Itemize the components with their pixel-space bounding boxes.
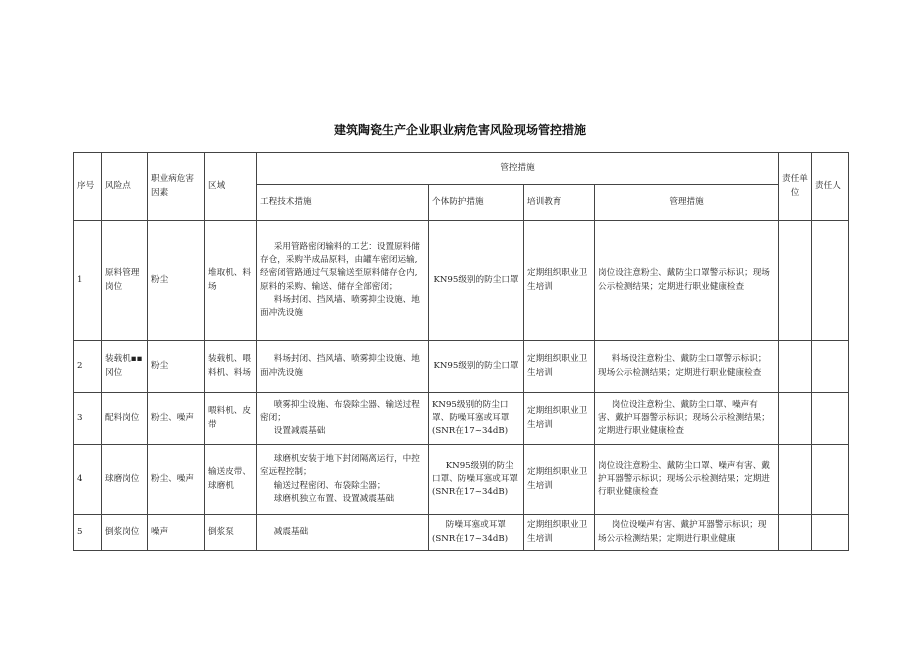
header-risk-point: 风险点 — [102, 153, 148, 221]
row-resp-person — [812, 341, 849, 393]
header-resp-person: 责任人 — [812, 153, 849, 221]
engineering-text: 球磨机独立布置、设置减震基础 — [273, 493, 395, 504]
engineering-text: 料场封闭、挡风墙、喷雾抑尘设施、地面冲洗设施 — [260, 354, 420, 378]
row-management: 料场设注意粉尘、戴防尘口罩警示标识；现场公示检测结果；定期进行职业健康检查 — [595, 341, 779, 393]
row-ppe: KN95级别的防尘口罩、防噪耳塞或耳罩(SNR在17~34dB) — [429, 393, 524, 445]
engineering-text: 球磨机安装于地下封闭隔离运行，中控室远程控制； — [260, 453, 420, 478]
row-risk-point: 原料管理岗位 — [102, 221, 148, 341]
engineering-text: 料场封闭、挡风墙、喷雾抑尘设施、地面冲洗设施 — [260, 294, 420, 319]
table-row — [74, 341, 849, 393]
row-resp-unit — [779, 515, 812, 551]
row-resp-unit — [779, 341, 812, 393]
table-row — [74, 393, 849, 445]
row-no: 1 — [74, 221, 102, 341]
header-row — [74, 153, 849, 185]
row-area: 输送皮带、球磨机 — [205, 445, 257, 515]
row-resp-person — [812, 221, 849, 341]
header-engineering: 工程技术措施 — [257, 185, 429, 221]
row-risk-point: 球磨岗位 — [102, 445, 148, 515]
row-no: 4 — [74, 445, 102, 515]
row-training: 定期组织职业卫生培训 — [524, 445, 595, 515]
row-no: 3 — [74, 393, 102, 445]
row-engineering — [257, 445, 429, 515]
engineering-text: 设置减震基础 — [273, 426, 326, 437]
row-ppe: 防噪耳塞或耳罩(SNR在17~34dB) — [429, 515, 524, 551]
row-hazard: 粉尘 — [148, 221, 205, 341]
row-no: 5 — [74, 515, 102, 551]
row-area: 喂料机、皮带 — [205, 393, 257, 445]
row-no: 2 — [74, 341, 102, 393]
row-risk-point: 倒浆岗位 — [102, 515, 148, 551]
row-training: 定期组织职业卫生培训 — [524, 221, 595, 341]
row-management: 岗位设注意粉尘、戴防尘口罩、噪声有害、戴护耳器警示标识；现场公示检测结果；定期进行职业健康检查 — [595, 393, 779, 445]
row-hazard: 噪声 — [148, 515, 205, 551]
table-row — [74, 515, 849, 551]
row-management: 岗位设噪声有害、戴护耳器警示标识；现场公示检测结果；定期进行职业健康 — [595, 515, 779, 551]
row-training: 定期组织职业卫生培训 — [524, 393, 595, 445]
page-title: 建筑陶瓷生产企业职业病危害风险现场管控措施 — [333, 123, 586, 137]
table-row — [74, 445, 849, 515]
row-training: 定期组织职业卫生培训 — [524, 341, 595, 393]
row-resp-person — [812, 515, 849, 551]
header-management: 管理措施 — [595, 185, 779, 221]
row-ppe: KN95级别的防尘口罩 — [429, 221, 524, 341]
row-resp-person — [812, 445, 849, 515]
header-control: 管控措施 — [257, 153, 779, 185]
header-ppe: 个体防护措施 — [429, 185, 524, 221]
row-resp-unit — [779, 221, 812, 341]
row-risk-point: 装载机▪▪冈位 — [102, 341, 148, 393]
header-no: 序号 — [74, 153, 102, 221]
row-area: 堆取机、料场 — [205, 221, 257, 341]
row-hazard: 粉尘、噪声 — [148, 445, 205, 515]
row-management: 岗位设注意粉尘、戴防尘口罩警示标识；现场公示检测结果；定期进行职业健康检查 — [595, 221, 779, 341]
row-engineering — [257, 515, 429, 551]
row-area: 倒浆泵 — [205, 515, 257, 551]
risk-control-table — [73, 152, 849, 551]
engineering-text: 输送过程密闭、布袋除尘器； — [273, 480, 386, 491]
row-hazard: 粉尘、噪声 — [148, 393, 205, 445]
row-ppe: KN95级别的防尘口罩、防噪耳塞或耳罩(SNR在17~34dB) — [429, 445, 524, 515]
header-resp-unit: 责任单位 — [779, 153, 812, 221]
row-resp-unit — [779, 393, 812, 445]
row-training: 定期组织职业卫生培训 — [524, 515, 595, 551]
header-hazard: 职业病危害因素 — [148, 153, 205, 221]
row-risk-point: 配料岗位 — [102, 393, 148, 445]
header-area: 区域 — [205, 153, 257, 221]
row-engineering — [257, 221, 429, 341]
row-ppe: KN95级别的防尘口罩 — [429, 341, 524, 393]
row-resp-unit — [779, 445, 812, 515]
row-management: 岗位设注意粉尘、戴防尘口罩、噪声有害、戴护耳器警示标识；现场公示检测结果；定期进行职业健康检查 — [595, 445, 779, 515]
row-area: 装载机、喂料机、料场 — [205, 341, 257, 393]
header-training: 培训教育 — [524, 185, 595, 221]
row-engineering — [257, 341, 429, 393]
row-hazard: 粉尘 — [148, 341, 205, 393]
engineering-text: 减震基础 — [273, 526, 309, 537]
row-resp-person — [812, 393, 849, 445]
table-row — [74, 221, 849, 341]
engineering-text: 采用管路密闭输料的工艺：设置原料储存仓，采购半成品原料，由罐车密闭运输,经密闭管路通过气泵输送至原料储存仓内,原料的采购、输送、储存全部密闭； — [260, 241, 420, 292]
row-engineering — [257, 393, 429, 445]
engineering-text: 喷雾抑尘设施、布袋除尘器、输送过程密闭； — [260, 399, 420, 423]
